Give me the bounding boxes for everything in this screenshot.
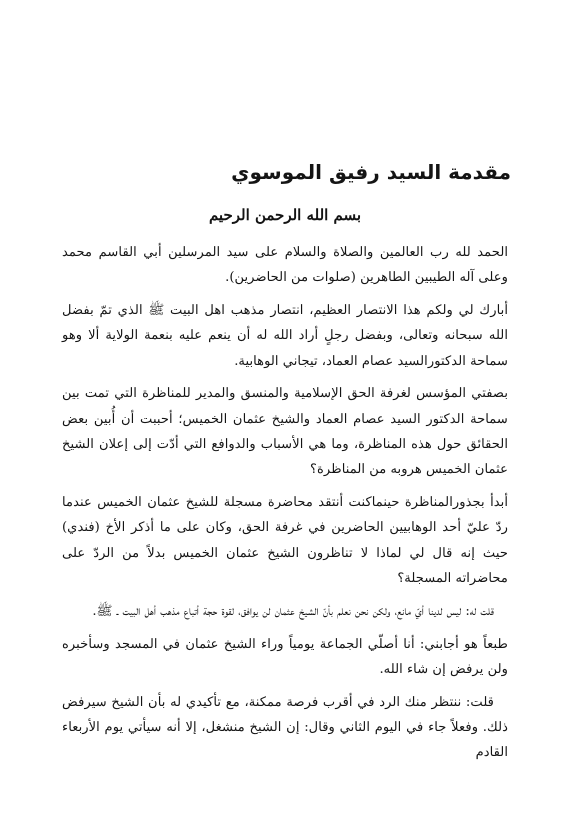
basmala-calligraphy: بسم الله الرحمن الرحيم [208,206,362,224]
body-text [62,240,508,773]
paragraph: أبارك لي ولكم هذا الانتصار العظيم، انتصار مذهب اهل البيت ﷺ الذي تمّ بفضل الله سبحانه وتعالى، وبفضل رجلٍ أراد الله له أن ينعم عليه بنعمة الولاية ألا وهو سماحة الدكتورالسيد عصام العماد، تيجاني الوهابية. [62,303,508,369]
chapter-title: مقدمة السيد رفيق الموسوي [231,160,511,184]
paragraph: الحمد لله رب العالمين والصلاة والسلام على سيد المرسلين أبي القاسم محمد وعلى آله الطيبين الطاهرين (صلوات من الحاضرين). [62,245,508,286]
paragraph: قلت: ننتظر منك الرد في أقرب فرصة ممكنة، مع تأكيدي له بأن الشيخ سيرفض ذلك. وفعلاً جاء في اليوم الثاني وقال: إن الشيخ منشغل، إلا أنه سيأتي يوم الأربعاء القادم [62,694,508,761]
paragraph: أبدأ بجذورالمناظرة حينماكنت أنتقد محاضرة مسجلة للشيخ عثمان الخميس عندما ردّ عليّ أحد الوهابيين الحاضرين في غرفة الحق، وكان على ما أذكر الأخ (فندي) حيث إنه قال لي لماذا لا تناظرون الشيخ عثمان الخميس بدلاً من الردّ على محاضراته المسجلة؟ [62,495,508,587]
paragraph: بصفتي المؤسس لغرفة الحق الإسلامية والمنسق والمدير للمناظرة التي تمت بين سماحة الدكتور السيد عصام العماد والشيخ عثمان الخميس؛ أحببت أن أُبين بعض الحقائق حول هذه المناظرة، وما هي الأسباب والدوافع التي أدّت إلى إعلان الشيخ عثمان الخميس هروبه من المناظرة؟ [62,386,508,478]
paragraph: قلت له: ليس لدينا أيّ مانع، ولكن نحن نعلم بأنّ الشيخ عثمان لن يوافق، لقوة حجة أتباع مذهب أهل البيت ـ ﷺ. [92,603,494,619]
paragraph: طبعاً هو أجابني: أنا أصلّي الجماعة يومياً وراء الشيخ عثمان في المسجد وسأخبره ولن يرفض إن شاء الله. [62,636,508,677]
